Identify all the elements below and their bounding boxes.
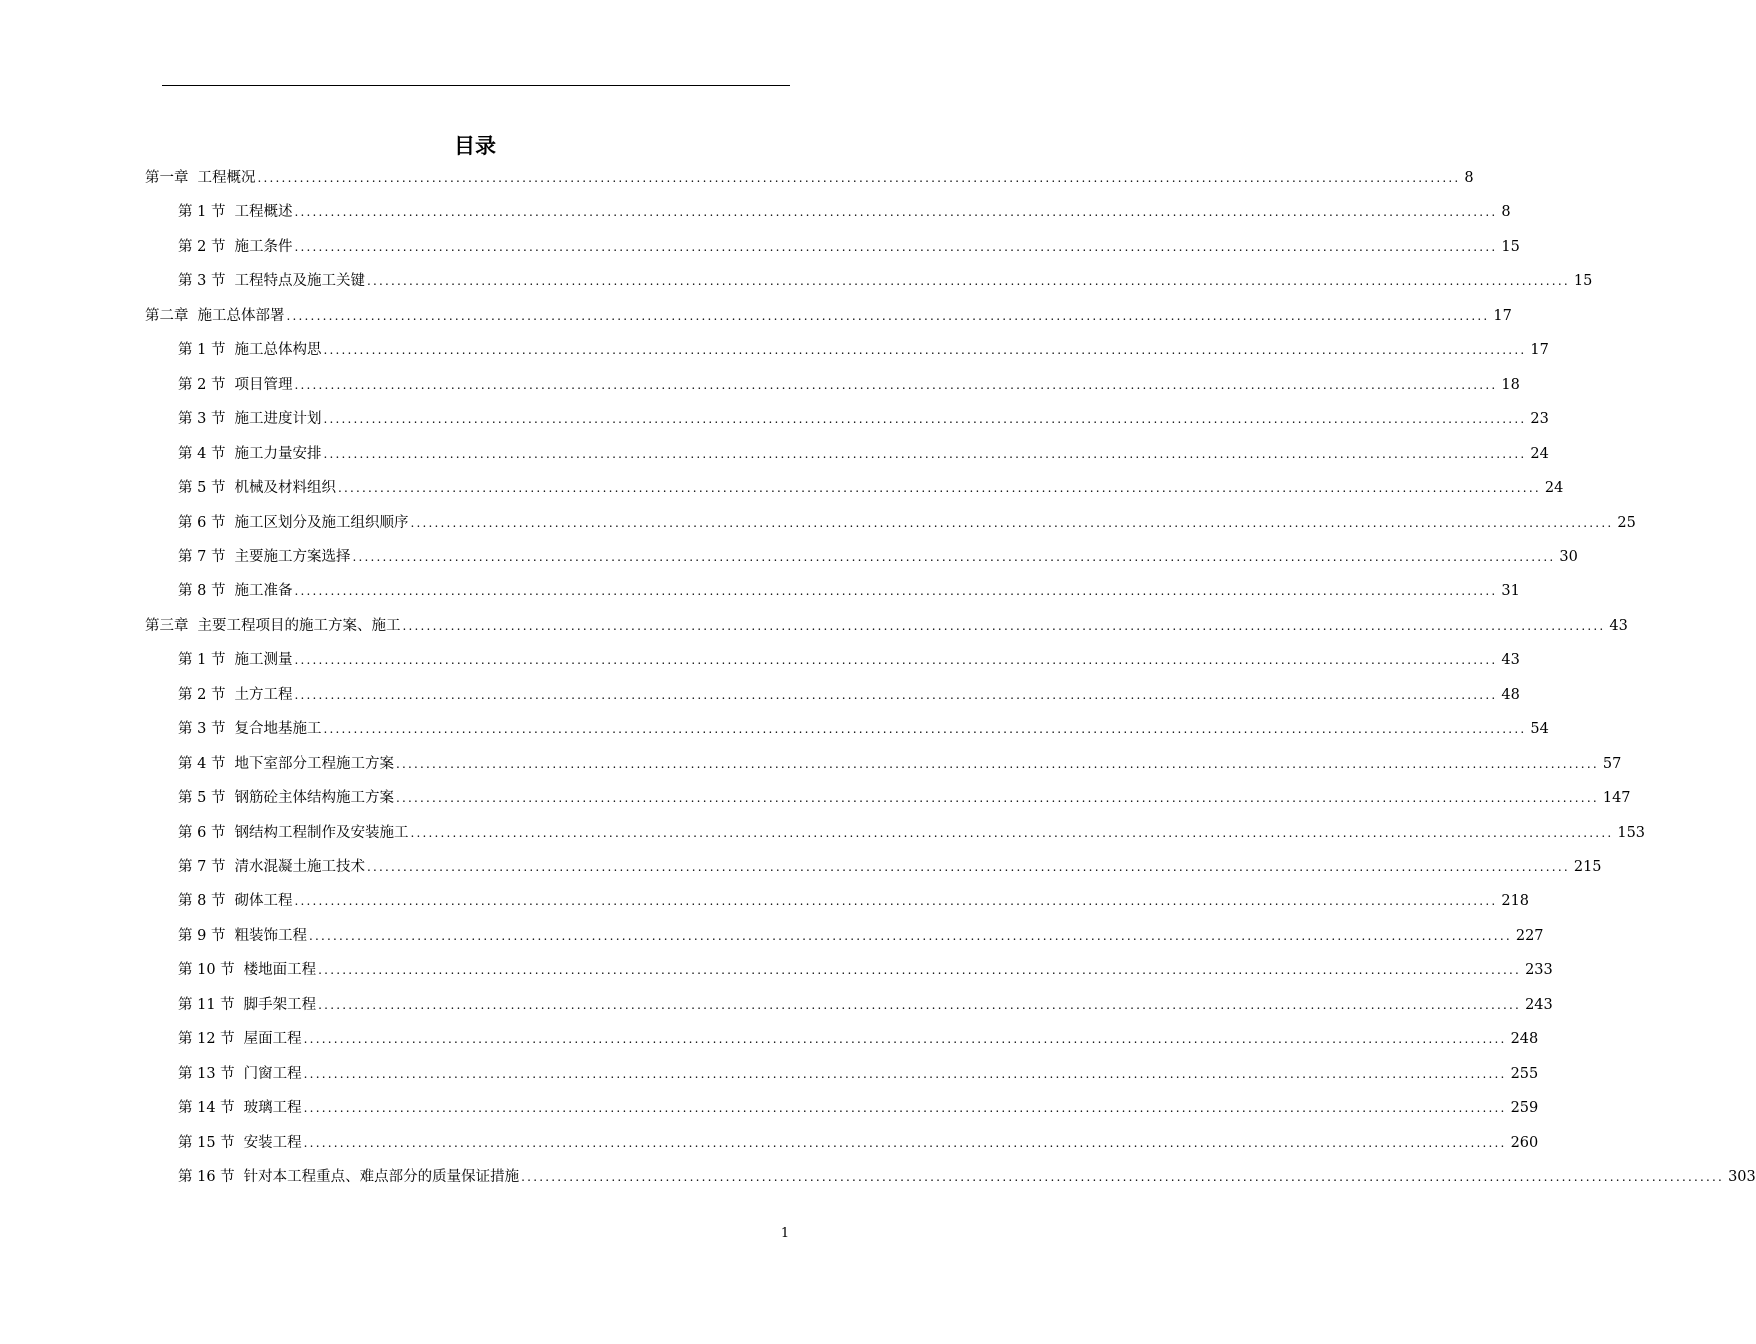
toc-leader-dots: ........................................................................................................................................................................................................ bbox=[366, 274, 1570, 289]
toc-leader-dots: ........................................................................................................................................................................................................ bbox=[257, 171, 1461, 185]
toc-entry-title: 玻璃工程 bbox=[243, 1100, 302, 1117]
toc-entry-page: 24 bbox=[1530, 445, 1549, 462]
toc-title: 目录 bbox=[454, 134, 496, 158]
toc-leader-dots: ........................................................................................................................................................................................................ bbox=[323, 722, 1527, 737]
toc-entry-number: 第 4 节 bbox=[178, 755, 226, 772]
toc-leader-dots: ........................................................................................................................................................................................................ bbox=[352, 549, 1556, 564]
toc-entry-page: 15 bbox=[1573, 273, 1593, 290]
toc-entry-number: 第 14 节 bbox=[178, 1100, 235, 1117]
toc-section-entry[interactable] bbox=[178, 579, 1520, 613]
toc-section-entry[interactable] bbox=[178, 511, 1636, 545]
toc-entry-page: 31 bbox=[1501, 583, 1520, 600]
toc-section-entry[interactable] bbox=[178, 442, 1549, 476]
toc-entry-number: 第 11 节 bbox=[178, 996, 235, 1013]
toc-entry-page: 54 bbox=[1530, 721, 1549, 738]
toc-leader-dots: ........................................................................................................................................................................................................ bbox=[286, 308, 1490, 323]
toc-section-entry[interactable] bbox=[178, 476, 1564, 510]
toc-leader-dots: ........................................................................................................................................................................................................ bbox=[521, 1170, 1725, 1185]
toc-entry-number: 第 5 节 bbox=[178, 480, 226, 497]
toc-entry-number: 第 6 节 bbox=[178, 824, 226, 841]
toc-section-entry[interactable] bbox=[178, 338, 1549, 372]
toc-entry-title: 施工准备 bbox=[234, 583, 293, 600]
toc-leader-dots: ........................................................................................................................................................................................................ bbox=[395, 756, 1599, 771]
toc-entry-title: 施工力量安排 bbox=[234, 445, 322, 462]
toc-entry-page: 17 bbox=[1530, 342, 1549, 359]
toc-entry-page: 8 bbox=[1464, 170, 1474, 186]
toc-entry-page: 233 bbox=[1525, 962, 1553, 979]
toc-entry-number: 第 7 节 bbox=[178, 548, 226, 565]
toc-entry-number: 第 12 节 bbox=[178, 1031, 235, 1048]
toc-section-entry[interactable] bbox=[178, 235, 1520, 269]
toc-leader-dots: ........................................................................................................................................................................................................ bbox=[323, 446, 1527, 461]
toc-entry-number: 第 16 节 bbox=[178, 1169, 235, 1186]
toc-leader-dots: ........................................................................................................................................................................................................ bbox=[303, 1101, 1507, 1116]
toc-entry-number: 第 6 节 bbox=[178, 514, 226, 531]
toc-section-entry[interactable] bbox=[178, 993, 1553, 1027]
toc-entry-title: 安装工程 bbox=[243, 1134, 302, 1151]
toc-entry-title: 施工条件 bbox=[234, 238, 293, 255]
toc-leader-dots: ........................................................................................................................................................................................................ bbox=[323, 412, 1527, 427]
header-rule bbox=[162, 85, 790, 86]
toc-entry-number: 第 3 节 bbox=[178, 273, 226, 290]
toc-entry-number: 第 3 节 bbox=[178, 721, 226, 738]
toc-chapter-entry[interactable] bbox=[145, 614, 1628, 648]
toc-entry-title: 楼地面工程 bbox=[243, 962, 317, 979]
toc-entry-number: 第 1 节 bbox=[178, 204, 226, 221]
toc-entry-number: 第 2 节 bbox=[178, 376, 226, 393]
toc-section-entry[interactable] bbox=[178, 786, 1631, 820]
toc-leader-dots: ........................................................................................................................................................................................................ bbox=[318, 963, 1522, 978]
toc-section-entry[interactable] bbox=[178, 683, 1520, 717]
toc-entry-page: 8 bbox=[1501, 204, 1511, 221]
toc-entry-page: 153 bbox=[1617, 824, 1646, 841]
toc-leader-dots: ........................................................................................................................................................................................................ bbox=[410, 515, 1614, 530]
toc-chapter-entry[interactable] bbox=[145, 304, 1512, 338]
toc-entry-number: 第 3 节 bbox=[178, 411, 226, 428]
toc-entry-page: 15 bbox=[1501, 238, 1520, 255]
toc-entry-number: 第 15 节 bbox=[178, 1134, 235, 1151]
toc-entry-number: 第 1 节 bbox=[178, 652, 226, 669]
toc-entry-title: 针对本工程重点、难点部分的质量保证措施 bbox=[243, 1169, 520, 1186]
toc-section-entry[interactable] bbox=[178, 407, 1549, 441]
toc-entry-page: 243 bbox=[1525, 996, 1553, 1013]
toc-section-entry[interactable] bbox=[178, 717, 1549, 751]
toc-entry-number: 第 5 节 bbox=[178, 790, 226, 807]
toc-leader-dots: ........................................................................................................................................................................................................ bbox=[294, 584, 1498, 599]
toc-entry-title: 土方工程 bbox=[234, 686, 293, 703]
toc-entry-page: 218 bbox=[1501, 893, 1530, 910]
toc-entry-page: 259 bbox=[1510, 1100, 1539, 1117]
toc-leader-dots: ........................................................................................................................................................................................................ bbox=[308, 928, 1512, 943]
toc-leader-dots: ........................................................................................................................................................................................................ bbox=[366, 860, 1570, 874]
toc-leader-dots: ........................................................................................................................................................................................................ bbox=[303, 1135, 1507, 1150]
toc-entry-title: 主要工程项目的施工方案、施工 bbox=[197, 617, 401, 634]
toc-entry-page: 18 bbox=[1501, 376, 1520, 393]
toc-entry-page: 147 bbox=[1602, 790, 1631, 807]
toc-entry-number: 第 9 节 bbox=[178, 927, 226, 944]
toc-entry-number: 第二章 bbox=[145, 307, 189, 324]
toc-section-entry[interactable] bbox=[178, 958, 1553, 992]
toc-leader-dots: ........................................................................................................................................................................................................ bbox=[318, 997, 1522, 1012]
toc-entry-title: 复合地基施工 bbox=[234, 721, 322, 738]
toc-section-entry[interactable] bbox=[178, 373, 1520, 407]
toc-entry-number: 第三章 bbox=[145, 617, 189, 634]
toc-entry-title: 机械及材料组织 bbox=[234, 480, 336, 497]
toc-entry-title: 工程概述 bbox=[234, 204, 293, 221]
toc-leader-dots: ........................................................................................................................................................................................................ bbox=[294, 894, 1498, 909]
footer-page-number: 1 bbox=[780, 1226, 790, 1241]
toc-section-entry[interactable] bbox=[178, 1027, 1539, 1061]
toc-section-entry[interactable] bbox=[178, 1165, 1756, 1199]
toc-section-entry[interactable] bbox=[178, 545, 1578, 579]
toc-leader-dots: ........................................................................................................................................................................................................ bbox=[294, 377, 1498, 392]
toc-entry-page: 303 bbox=[1728, 1169, 1756, 1186]
toc-entry-title: 钢筋砼主体结构施工方案 bbox=[234, 790, 394, 807]
toc-section-entry[interactable] bbox=[178, 889, 1530, 923]
toc-section-entry[interactable] bbox=[178, 752, 1622, 786]
toc-section-entry[interactable] bbox=[178, 200, 1511, 234]
toc-section-entry[interactable] bbox=[178, 269, 1593, 303]
toc-entry-page: 25 bbox=[1617, 514, 1636, 531]
toc-entry-number: 第 2 节 bbox=[178, 238, 226, 255]
toc-entry-title: 施工测量 bbox=[234, 652, 293, 669]
toc-leader-dots: ........................................................................................................................................................................................................ bbox=[395, 791, 1599, 806]
toc-leader-dots: ........................................................................................................................................................................................................ bbox=[303, 1066, 1507, 1081]
toc-entry-title: 主要施工方案选择 bbox=[234, 548, 351, 565]
toc-section-entry[interactable] bbox=[178, 1096, 1539, 1130]
toc-entry-page: 30 bbox=[1559, 548, 1578, 565]
toc-chapter-entry[interactable] bbox=[145, 166, 1474, 200]
toc-entry-title: 地下室部分工程施工方案 bbox=[234, 755, 394, 772]
toc-entry-page: 260 bbox=[1510, 1134, 1539, 1151]
toc-section-entry[interactable] bbox=[178, 821, 1646, 855]
toc-leader-dots: ........................................................................................................................................................................................................ bbox=[294, 239, 1498, 254]
toc-leader-dots: ........................................................................................................................................................................................................ bbox=[294, 687, 1498, 702]
toc-section-entry[interactable] bbox=[178, 648, 1520, 682]
toc-entry-title: 屋面工程 bbox=[243, 1031, 302, 1048]
toc-entry-number: 第 7 节 bbox=[178, 859, 226, 875]
toc-entry-page: 43 bbox=[1609, 617, 1628, 634]
toc-leader-dots: ........................................................................................................................................................................................................ bbox=[294, 653, 1498, 668]
toc-section-entry[interactable] bbox=[178, 924, 1544, 958]
toc-entry-title: 项目管理 bbox=[234, 376, 293, 393]
toc-entry-title: 清水混凝土施工技术 bbox=[234, 859, 365, 875]
toc-entry-title: 施工总体部署 bbox=[197, 307, 285, 324]
toc-section-entry[interactable] bbox=[178, 855, 1602, 889]
toc-leader-dots: ........................................................................................................................................................................................................ bbox=[410, 825, 1614, 840]
toc-entry-title: 施工区划分及施工组织顺序 bbox=[234, 514, 409, 531]
toc-entry-page: 57 bbox=[1602, 755, 1622, 772]
toc-leader-dots: ........................................................................................................................................................................................................ bbox=[303, 1032, 1507, 1047]
toc-entry-page: 255 bbox=[1510, 1065, 1539, 1082]
toc-entry-number: 第 10 节 bbox=[178, 962, 235, 979]
toc-entry-title: 脚手架工程 bbox=[243, 996, 317, 1013]
toc-entry-title: 砌体工程 bbox=[234, 893, 293, 910]
toc-entry-number: 第 8 节 bbox=[178, 583, 226, 600]
toc-leader-dots: ........................................................................................................................................................................................................ bbox=[294, 205, 1498, 220]
toc-entry-title: 施工总体构思 bbox=[234, 342, 322, 359]
toc-entry-number: 第 1 节 bbox=[178, 342, 226, 359]
toc-entry-number: 第 8 节 bbox=[178, 893, 226, 910]
toc-entry-page: 23 bbox=[1530, 411, 1549, 428]
toc-entry-title: 工程概况 bbox=[197, 170, 256, 186]
toc-entry-title: 钢结构工程制作及安装施工 bbox=[234, 824, 409, 841]
toc-entry-number: 第 13 节 bbox=[178, 1065, 235, 1082]
toc-entry-title: 门窗工程 bbox=[243, 1065, 302, 1082]
toc-entry-title: 施工进度计划 bbox=[234, 411, 322, 428]
toc-section-entry[interactable] bbox=[178, 1062, 1539, 1096]
toc-entry-page: 48 bbox=[1501, 686, 1520, 703]
toc-entry-page: 17 bbox=[1493, 307, 1512, 324]
toc-entry-page: 24 bbox=[1544, 480, 1564, 497]
toc-entry-number: 第 2 节 bbox=[178, 686, 226, 703]
toc-entry-page: 43 bbox=[1501, 652, 1520, 669]
toc-entry-number: 第 4 节 bbox=[178, 445, 226, 462]
toc-leader-dots: ........................................................................................................................................................................................................ bbox=[337, 481, 1541, 496]
toc-entry-number: 第一章 bbox=[145, 170, 189, 186]
toc-entry-page: 227 bbox=[1515, 927, 1544, 944]
toc-entry-page: 248 bbox=[1510, 1031, 1539, 1048]
toc-entry-title: 工程特点及施工关键 bbox=[234, 273, 365, 290]
toc-section-entry[interactable] bbox=[178, 1131, 1539, 1165]
toc-entry-page: 215 bbox=[1573, 859, 1602, 875]
toc-entry-title: 粗装饰工程 bbox=[234, 927, 307, 944]
toc-leader-dots: ........................................................................................................................................................................................................ bbox=[402, 618, 1606, 633]
toc-leader-dots: ........................................................................................................................................................................................................ bbox=[323, 343, 1527, 358]
